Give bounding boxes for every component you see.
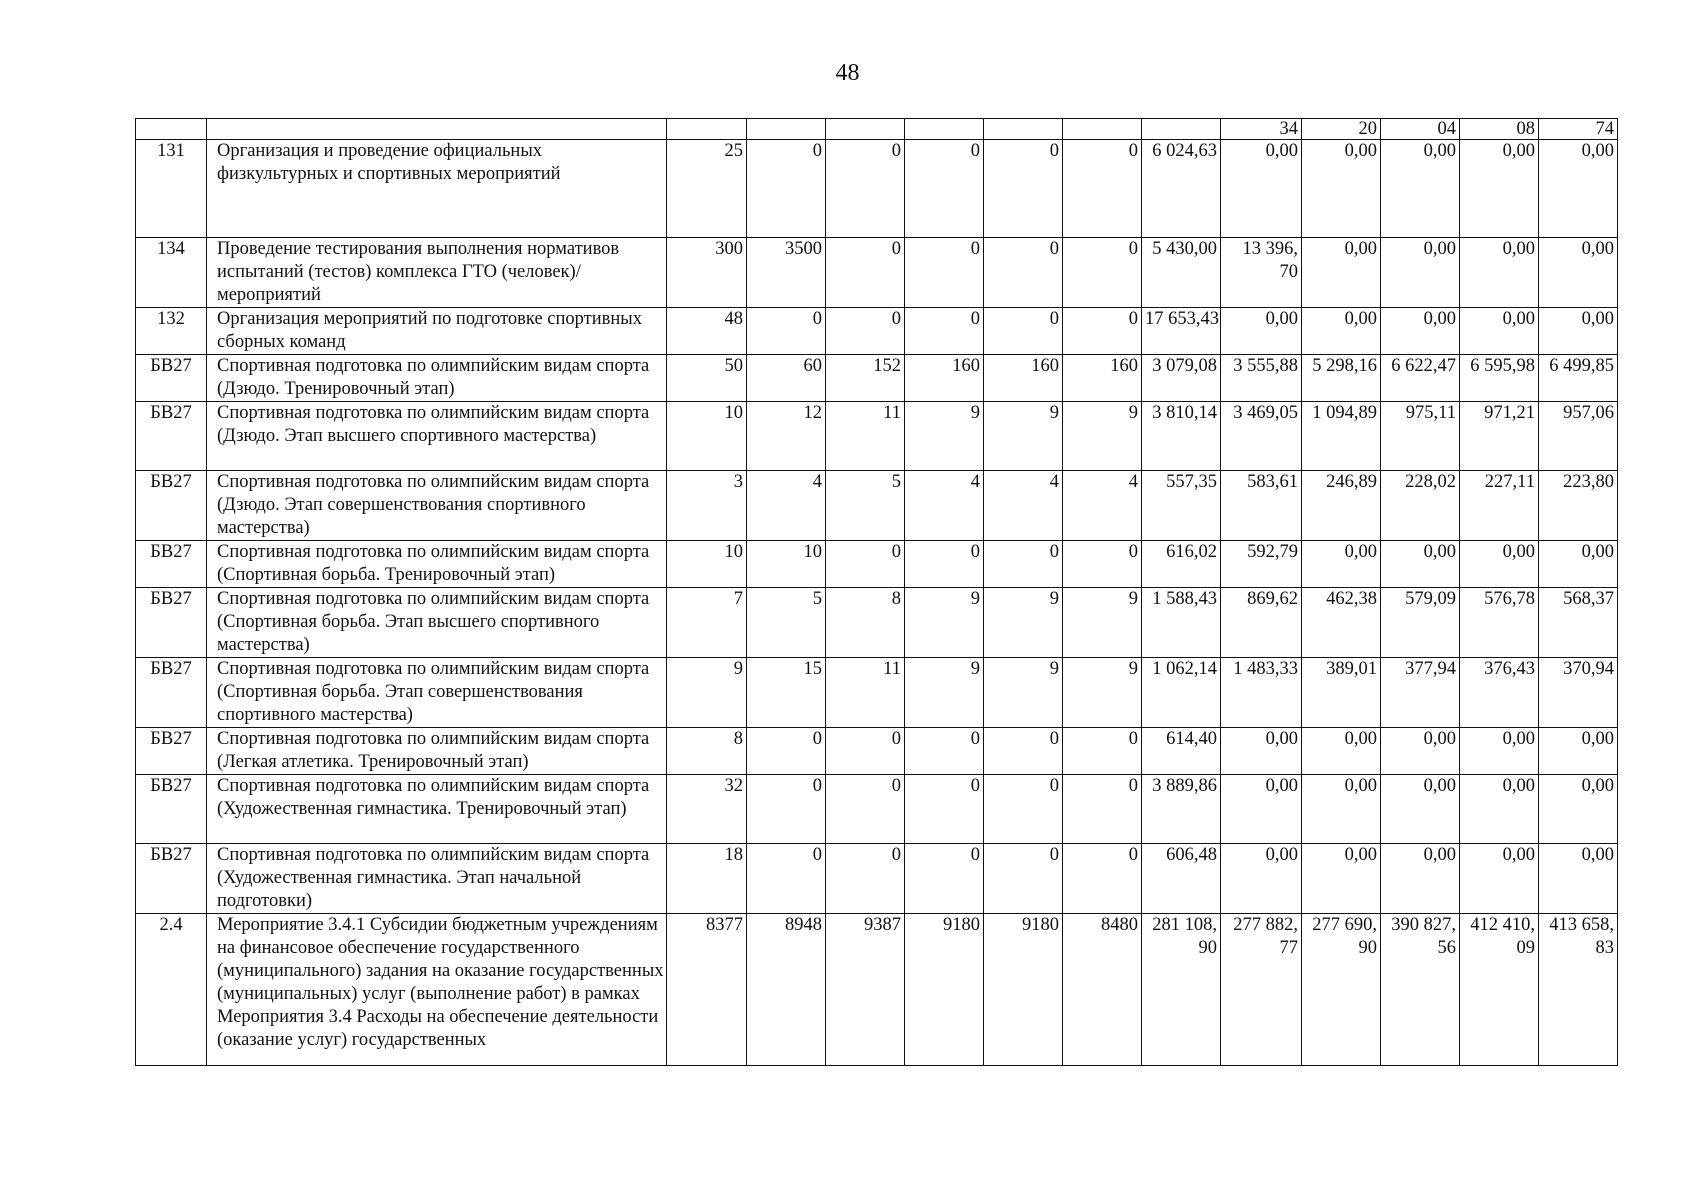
value-cell: 7	[667, 588, 747, 658]
header-row	[136, 119, 1618, 140]
value-cell: 370,94	[1539, 658, 1618, 728]
header-cell	[136, 119, 207, 140]
value-cell: 0	[1063, 728, 1142, 775]
row-name: Спортивная подготовка по олимпийским видам спорта (Спортивная борьба. Тренировочный этап)	[207, 541, 667, 588]
value-cell: 0	[905, 140, 984, 238]
value-cell: 50	[667, 355, 747, 402]
value-cell: 3500	[747, 238, 826, 308]
row-code: БВ27	[136, 658, 207, 728]
value-cell: 9	[984, 402, 1063, 471]
row-code: БВ27	[136, 471, 207, 541]
value-cell: 8948	[747, 914, 826, 1066]
value-cell: 412 410, 09	[1460, 914, 1539, 1066]
value-cell: 0,00	[1539, 541, 1618, 588]
value-cell: 0,00	[1460, 728, 1539, 775]
value-cell: 0,00	[1302, 238, 1381, 308]
value-cell: 0	[984, 238, 1063, 308]
header-cell: 74	[1539, 119, 1618, 140]
value-cell: 0,00	[1381, 541, 1460, 588]
value-cell: 0	[905, 308, 984, 355]
value-cell: 0	[747, 140, 826, 238]
row-name: Спортивная подготовка по олимпийским видам спорта (Дзюдо. Этап совершенствования спортивного мастерства)	[207, 471, 667, 541]
value-cell: 0,00	[1539, 140, 1618, 238]
value-cell: 616,02	[1142, 541, 1221, 588]
header-cell: 04	[1381, 119, 1460, 140]
value-cell: 0	[1063, 541, 1142, 588]
value-cell: 0,00	[1381, 728, 1460, 775]
row-code: 134	[136, 238, 207, 308]
value-cell: 12	[747, 402, 826, 471]
value-cell: 277 882, 77	[1221, 914, 1302, 1066]
value-cell: 10	[667, 541, 747, 588]
value-cell: 579,09	[1381, 588, 1460, 658]
value-cell: 1 588,43	[1142, 588, 1221, 658]
value-cell: 377,94	[1381, 658, 1460, 728]
value-cell: 0,00	[1302, 775, 1381, 844]
value-cell: 0	[826, 541, 905, 588]
value-cell: 246,89	[1302, 471, 1381, 541]
value-cell: 0,00	[1539, 308, 1618, 355]
value-cell: 9	[1063, 658, 1142, 728]
row-code: 132	[136, 308, 207, 355]
table-row	[136, 308, 1618, 355]
value-cell: 389,01	[1302, 658, 1381, 728]
value-cell: 0	[747, 775, 826, 844]
value-cell: 592,79	[1221, 541, 1302, 588]
value-cell: 0,00	[1539, 238, 1618, 308]
row-code: БВ27	[136, 844, 207, 914]
value-cell: 4	[905, 471, 984, 541]
value-cell: 0	[1063, 140, 1142, 238]
value-cell: 5 298,16	[1302, 355, 1381, 402]
header-cell	[984, 119, 1063, 140]
value-cell: 0,00	[1381, 238, 1460, 308]
value-cell: 0	[826, 238, 905, 308]
row-name: Спортивная подготовка по олимпийским видам спорта (Дзюдо. Тренировочный этап)	[207, 355, 667, 402]
value-cell: 0	[1063, 775, 1142, 844]
header-cell	[1063, 119, 1142, 140]
table-row	[136, 728, 1618, 775]
value-cell: 9	[667, 658, 747, 728]
header-cell	[1142, 119, 1221, 140]
value-cell: 9	[984, 658, 1063, 728]
value-cell: 462,38	[1302, 588, 1381, 658]
value-cell: 4	[1063, 471, 1142, 541]
value-cell: 3 889,86	[1142, 775, 1221, 844]
row-code: 131	[136, 140, 207, 238]
value-cell: 0,00	[1221, 140, 1302, 238]
value-cell: 0	[826, 728, 905, 775]
header-cell	[905, 119, 984, 140]
value-cell: 11	[826, 402, 905, 471]
value-cell: 8480	[1063, 914, 1142, 1066]
value-cell: 152	[826, 355, 905, 402]
value-cell: 6 595,98	[1460, 355, 1539, 402]
value-cell: 6 622,47	[1381, 355, 1460, 402]
row-code: БВ27	[136, 541, 207, 588]
value-cell: 277 690, 90	[1302, 914, 1381, 1066]
value-cell: 971,21	[1460, 402, 1539, 471]
row-name: Организация и проведение официальных физкультурных и спортивных мероприятий	[207, 140, 667, 238]
value-cell: 0,00	[1221, 728, 1302, 775]
value-cell: 0,00	[1302, 308, 1381, 355]
value-cell: 0,00	[1221, 308, 1302, 355]
budget-table	[135, 118, 1618, 1066]
row-name: Спортивная подготовка по олимпийским видам спорта (Спортивная борьба. Этап совершенствования спортивного мастерства)	[207, 658, 667, 728]
value-cell: 9	[1063, 588, 1142, 658]
value-cell: 0,00	[1381, 140, 1460, 238]
row-code: 2.4	[136, 914, 207, 1066]
value-cell: 0,00	[1539, 844, 1618, 914]
value-cell: 300	[667, 238, 747, 308]
value-cell: 6 024,63	[1142, 140, 1221, 238]
value-cell: 0,00	[1539, 728, 1618, 775]
value-cell: 6 499,85	[1539, 355, 1618, 402]
row-name: Проведение тестирования выполнения нормативов испытаний (тестов) комплекса ГТО (человек)/мероприятий	[207, 238, 667, 308]
value-cell: 957,06	[1539, 402, 1618, 471]
header-cell: 08	[1460, 119, 1539, 140]
table-row	[136, 844, 1618, 914]
value-cell: 0,00	[1460, 844, 1539, 914]
value-cell: 0,00	[1539, 775, 1618, 844]
value-cell: 0	[1063, 844, 1142, 914]
value-cell: 0	[747, 728, 826, 775]
table-row	[136, 140, 1618, 238]
value-cell: 8	[667, 728, 747, 775]
table-row	[136, 471, 1618, 541]
value-cell: 160	[1063, 355, 1142, 402]
row-name: Спортивная подготовка по олимпийским видам спорта (Легкая атлетика. Тренировочный этап)	[207, 728, 667, 775]
value-cell: 0	[905, 844, 984, 914]
value-cell: 0	[905, 541, 984, 588]
value-cell: 17 653,43	[1142, 308, 1221, 355]
page-number: 48	[835, 60, 860, 86]
row-code: БВ27	[136, 402, 207, 471]
value-cell: 0,00	[1460, 238, 1539, 308]
value-cell: 0,00	[1302, 140, 1381, 238]
value-cell: 9	[905, 588, 984, 658]
value-cell: 606,48	[1142, 844, 1221, 914]
value-cell: 1 094,89	[1302, 402, 1381, 471]
value-cell: 0,00	[1381, 775, 1460, 844]
value-cell: 0,00	[1460, 308, 1539, 355]
value-cell: 583,61	[1221, 471, 1302, 541]
value-cell: 9	[905, 658, 984, 728]
header-cell: 20	[1302, 119, 1381, 140]
value-cell: 5	[747, 588, 826, 658]
value-cell: 0	[826, 844, 905, 914]
value-cell: 8377	[667, 914, 747, 1066]
value-cell: 9180	[905, 914, 984, 1066]
value-cell: 0,00	[1302, 728, 1381, 775]
value-cell: 25	[667, 140, 747, 238]
value-cell: 13 396, 70	[1221, 238, 1302, 308]
row-name: Спортивная подготовка по олимпийским видам спорта (Художественная гимнастика. Этап начальной подготовки)	[207, 844, 667, 914]
row-code: БВ27	[136, 728, 207, 775]
value-cell: 18	[667, 844, 747, 914]
value-cell: 5	[826, 471, 905, 541]
value-cell: 0,00	[1381, 844, 1460, 914]
value-cell: 4	[984, 471, 1063, 541]
value-cell: 614,40	[1142, 728, 1221, 775]
value-cell: 0	[905, 775, 984, 844]
value-cell: 0	[984, 308, 1063, 355]
value-cell: 8	[826, 588, 905, 658]
value-cell: 160	[984, 355, 1063, 402]
value-cell: 0	[984, 844, 1063, 914]
value-cell: 3 469,05	[1221, 402, 1302, 471]
value-cell: 413 658, 83	[1539, 914, 1618, 1066]
value-cell: 160	[905, 355, 984, 402]
table-row	[136, 238, 1618, 308]
value-cell: 0	[747, 844, 826, 914]
value-cell: 0,00	[1460, 140, 1539, 238]
value-cell: 281 108, 90	[1142, 914, 1221, 1066]
table-row	[136, 775, 1618, 844]
value-cell: 0,00	[1221, 844, 1302, 914]
value-cell: 376,43	[1460, 658, 1539, 728]
value-cell: 0	[984, 541, 1063, 588]
value-cell: 0,00	[1302, 541, 1381, 588]
value-cell: 0	[984, 775, 1063, 844]
row-name: Спортивная подготовка по олимпийским видам спорта (Дзюдо. Этап высшего спортивного мастерства)	[207, 402, 667, 471]
value-cell: 0	[905, 728, 984, 775]
value-cell: 9387	[826, 914, 905, 1066]
value-cell: 227,11	[1460, 471, 1539, 541]
value-cell: 15	[747, 658, 826, 728]
table-row	[136, 402, 1618, 471]
row-name: Спортивная подготовка по олимпийским видам спорта (Спортивная борьба. Этап высшего спортивного мастерства)	[207, 588, 667, 658]
header-cell	[667, 119, 747, 140]
row-name: Организация мероприятий по подготовке спортивных сборных команд	[207, 308, 667, 355]
row-code: БВ27	[136, 775, 207, 844]
table-body	[136, 119, 1618, 1066]
value-cell: 9180	[984, 914, 1063, 1066]
value-cell: 568,37	[1539, 588, 1618, 658]
table-row	[136, 914, 1618, 1066]
value-cell: 9	[1063, 402, 1142, 471]
value-cell: 223,80	[1539, 471, 1618, 541]
row-name: Мероприятие 3.4.1 Субсидии бюджетным учреждениям на финансовое обеспечение государственного (муниципального) задания на оказание государственных (муниципальных) услуг (выполнение работ) в рамках Мероприятия 3.4 Расходы на обеспечение деятельности (оказание услуг) государственных	[207, 914, 667, 1066]
value-cell: 9	[905, 402, 984, 471]
value-cell: 0	[826, 775, 905, 844]
value-cell: 5 430,00	[1142, 238, 1221, 308]
value-cell: 32	[667, 775, 747, 844]
value-cell: 0	[1063, 308, 1142, 355]
value-cell: 3	[667, 471, 747, 541]
value-cell: 869,62	[1221, 588, 1302, 658]
value-cell: 0	[905, 238, 984, 308]
header-cell: 34	[1221, 119, 1302, 140]
value-cell: 3 810,14	[1142, 402, 1221, 471]
value-cell: 0	[1063, 238, 1142, 308]
value-cell: 0,00	[1381, 308, 1460, 355]
value-cell: 0,00	[1460, 541, 1539, 588]
table-row	[136, 355, 1618, 402]
value-cell: 228,02	[1381, 471, 1460, 541]
value-cell: 48	[667, 308, 747, 355]
value-cell: 576,78	[1460, 588, 1539, 658]
value-cell: 4	[747, 471, 826, 541]
row-code: БВ27	[136, 355, 207, 402]
value-cell: 9	[984, 588, 1063, 658]
value-cell: 1 483,33	[1221, 658, 1302, 728]
value-cell: 3 555,88	[1221, 355, 1302, 402]
value-cell: 11	[826, 658, 905, 728]
header-cell	[747, 119, 826, 140]
value-cell: 60	[747, 355, 826, 402]
table-row	[136, 658, 1618, 728]
value-cell: 10	[747, 541, 826, 588]
value-cell: 3 079,08	[1142, 355, 1221, 402]
value-cell: 0,00	[1460, 775, 1539, 844]
header-cell	[826, 119, 905, 140]
header-cell	[207, 119, 667, 140]
value-cell: 0	[984, 140, 1063, 238]
value-cell: 390 827, 56	[1381, 914, 1460, 1066]
value-cell: 0,00	[1302, 844, 1381, 914]
row-code: БВ27	[136, 588, 207, 658]
value-cell: 1 062,14	[1142, 658, 1221, 728]
value-cell: 975,11	[1381, 402, 1460, 471]
value-cell: 0	[826, 308, 905, 355]
value-cell: 0	[984, 728, 1063, 775]
value-cell: 0	[747, 308, 826, 355]
row-name: Спортивная подготовка по олимпийским видам спорта (Художественная гимнастика. Тренировочный этап)	[207, 775, 667, 844]
value-cell: 0	[826, 140, 905, 238]
table-row	[136, 541, 1618, 588]
value-cell: 557,35	[1142, 471, 1221, 541]
table-row	[136, 588, 1618, 658]
value-cell: 10	[667, 402, 747, 471]
value-cell: 0,00	[1221, 775, 1302, 844]
